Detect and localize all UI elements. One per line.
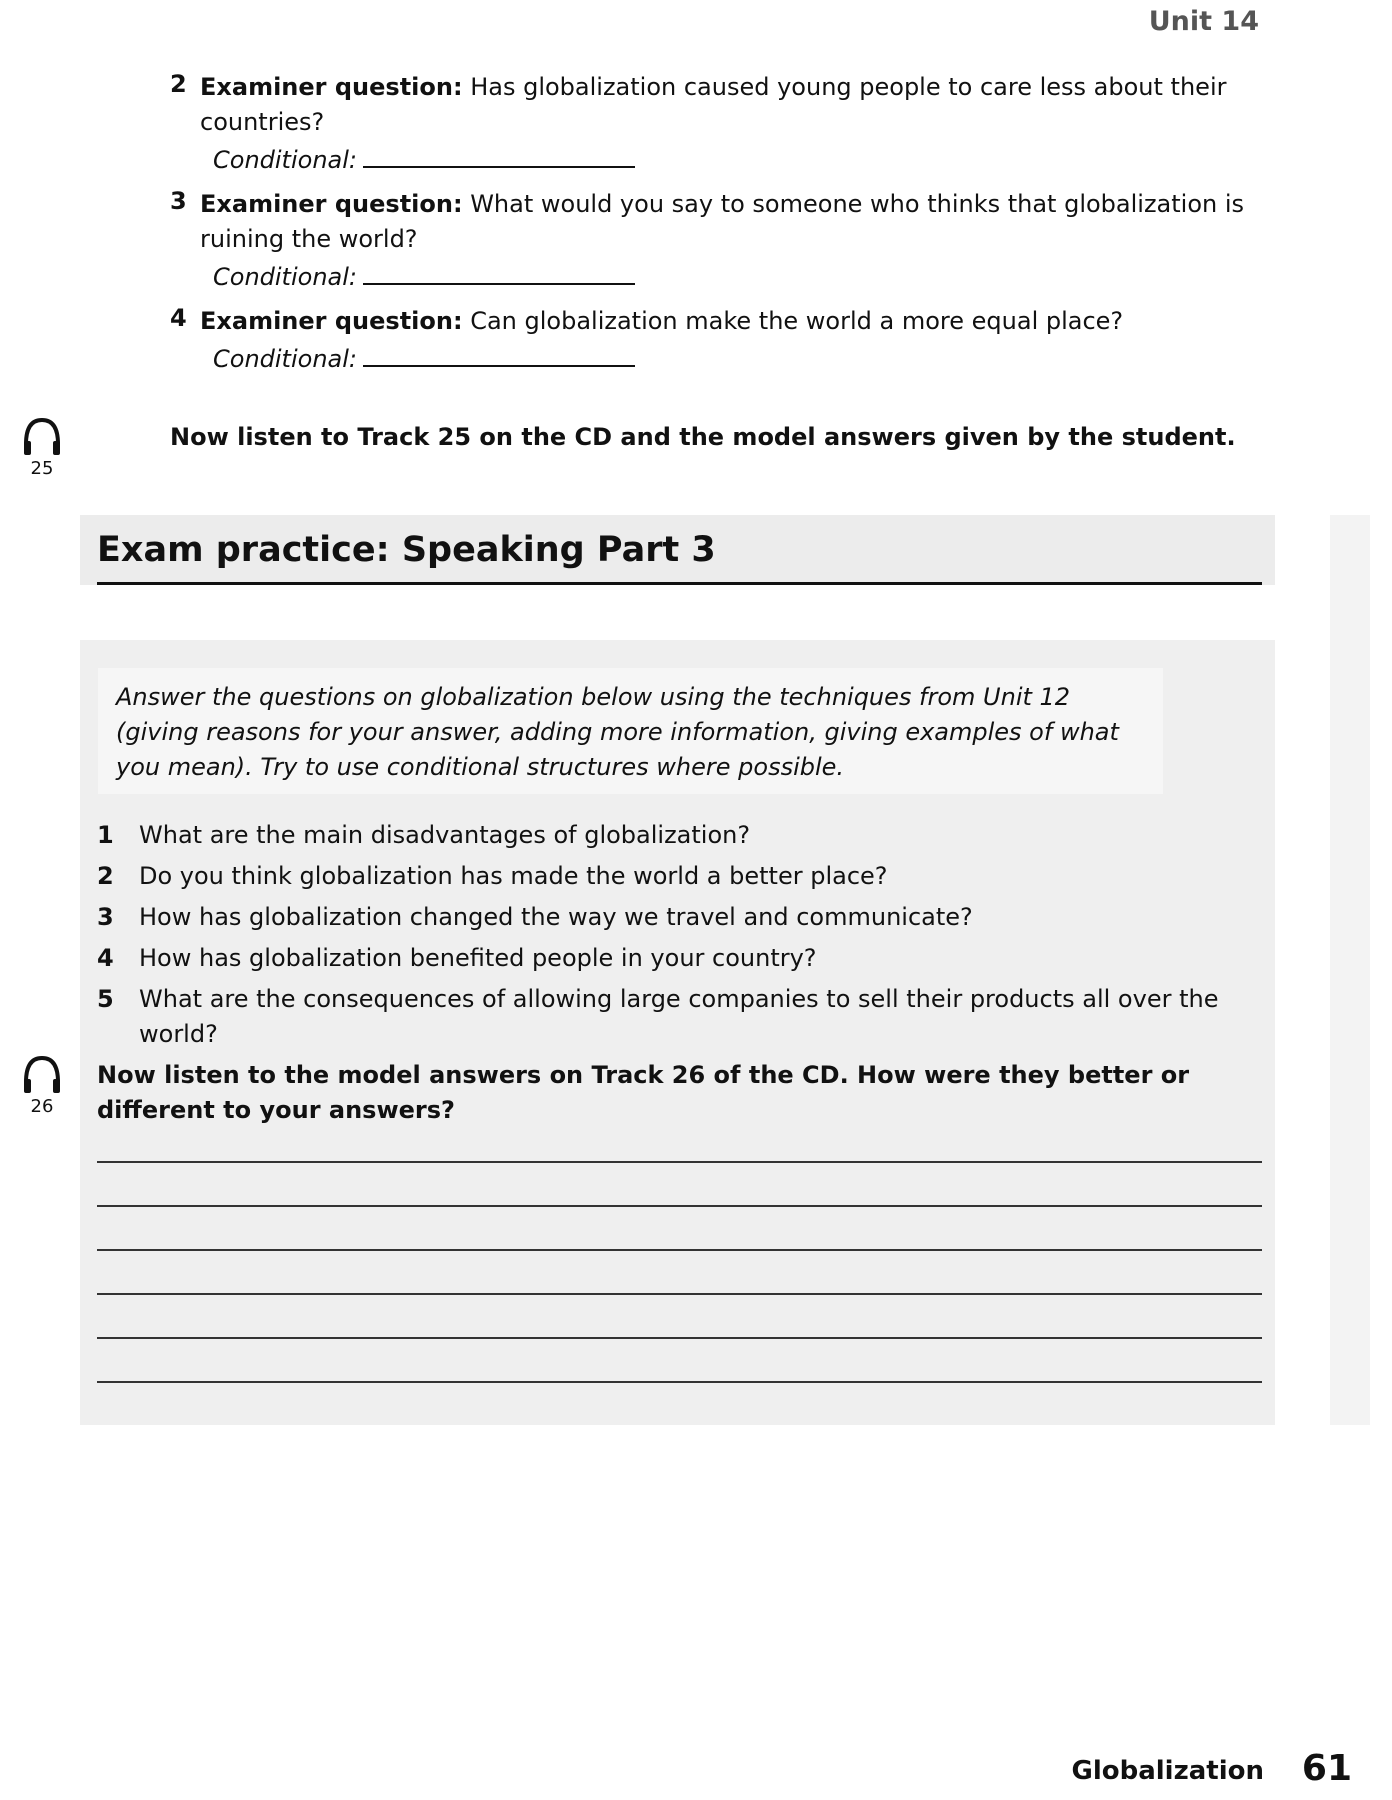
listen-instruction-1: Now listen to Track 25 on the CD and the model answers given by the student. — [170, 423, 1236, 451]
audio-track-26[interactable] — [14, 1052, 70, 1117]
conditional-label: Conditional: — [213, 263, 357, 291]
headphones-icon — [20, 1052, 64, 1096]
title-rule — [97, 582, 1262, 585]
question-text: What would you say to someone who thinks that globalization is ruining the world? — [200, 190, 1245, 253]
item-text: What are the consequences of allowing large companies to sell their products all over the world? — [139, 985, 1219, 1048]
question-number: 2 — [170, 70, 187, 98]
item-number: 2 — [97, 862, 114, 890]
question-label: Examiner question: — [200, 190, 463, 218]
item-text: What are the main disadvantages of globalization? — [139, 821, 751, 849]
footer-title: Globalization — [1071, 1756, 1264, 1786]
conditional-answer-line[interactable] — [363, 364, 635, 367]
answer-lines — [97, 1161, 1262, 1425]
section-title: Exam practice: Speaking Part 3 — [97, 530, 716, 570]
question-number: 4 — [170, 304, 187, 332]
question-text: Has globalization caused young people to care less about their countries? — [200, 73, 1227, 136]
question-label: Examiner question: — [200, 307, 463, 335]
answer-line[interactable] — [97, 1249, 1262, 1251]
track-number: 26 — [30, 1096, 54, 1117]
question-label: Examiner question: — [200, 73, 463, 101]
conditional-answer-line[interactable] — [363, 165, 635, 168]
list-item — [97, 859, 1267, 894]
unit-label: Unit 14 — [1148, 6, 1259, 37]
question-text: Can globalization make the world a more equal place? — [462, 307, 1124, 335]
track-number: 25 — [30, 458, 54, 479]
conditional-answer-line[interactable] — [363, 282, 635, 285]
conditional-label: Conditional: — [213, 146, 357, 174]
list-item — [97, 818, 1267, 853]
answer-line[interactable] — [97, 1381, 1262, 1383]
list-item — [97, 900, 1267, 935]
answer-line[interactable] — [97, 1205, 1262, 1207]
conditional-label: Conditional: — [213, 345, 357, 373]
instruction-text: Answer the questions on globalization below using the techniques from Unit 12 (giving reasons for your answer, adding more information, giving examples of what you mean). Try to use conditional structures where possible. — [116, 683, 1119, 781]
item-text: How has globalization benefited people in your country? — [139, 944, 817, 972]
question-number: 3 — [170, 187, 187, 215]
listen-instruction-2: Now listen to the model answers on Track 26 of the CD. How were they better or different to your answers? — [97, 1061, 1190, 1124]
answer-line[interactable] — [97, 1337, 1262, 1339]
headphones-icon — [20, 414, 64, 458]
examiner-question-3 — [170, 187, 1260, 291]
side-shade — [1330, 515, 1370, 1425]
examiner-question-2 — [170, 70, 1250, 174]
item-number: 4 — [97, 944, 114, 972]
audio-track-25[interactable] — [14, 414, 70, 479]
answer-line[interactable] — [97, 1161, 1262, 1163]
list-item — [97, 982, 1267, 1052]
item-number: 1 — [97, 821, 114, 849]
practice-question-list — [97, 818, 1267, 1058]
item-number: 5 — [97, 985, 114, 1013]
examiner-question-4 — [170, 304, 1260, 373]
answer-line[interactable] — [97, 1293, 1262, 1295]
list-item — [97, 941, 1267, 976]
page-number: 61 — [1301, 1748, 1352, 1789]
item-text: How has globalization changed the way we travel and communicate? — [139, 903, 973, 931]
item-text: Do you think globalization has made the world a better place? — [139, 862, 888, 890]
item-number: 3 — [97, 903, 114, 931]
